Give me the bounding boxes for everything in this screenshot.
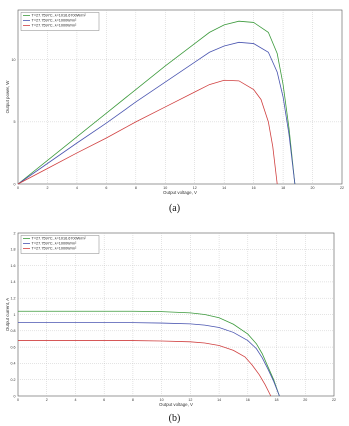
x-axis-label: Output voltage, V bbox=[163, 190, 197, 195]
legend-label-2: T=27.7597C, λ=1000W/m² bbox=[31, 241, 77, 246]
x-tick-label: 10 bbox=[159, 398, 164, 402]
legend-label-2: T=27.7597C, λ=1000W/m² bbox=[31, 18, 77, 23]
x-tick-label: 2 bbox=[46, 186, 49, 190]
y-tick-label: 1.6 bbox=[10, 263, 16, 268]
x-tick-label: 6 bbox=[105, 186, 108, 190]
x-tick-label: 14 bbox=[222, 186, 227, 190]
y-tick-label: 2 bbox=[13, 231, 16, 236]
y-tick-label: 0.6 bbox=[10, 345, 16, 350]
x-tick-label: 2 bbox=[45, 398, 48, 402]
x-tick-label: 4 bbox=[74, 398, 77, 402]
x-tick-label: 20 bbox=[310, 186, 315, 190]
x-tick-label: 16 bbox=[245, 398, 250, 402]
x-tick-label: 16 bbox=[251, 186, 256, 190]
y-tick-label: 1 bbox=[13, 312, 16, 317]
x-tick-label: 4 bbox=[75, 186, 78, 190]
legend-label-1: T=27.7597C, λ=1016.6700W/m² bbox=[31, 236, 86, 241]
legend-label-3: T=27.7597C, λ=1000W/m² bbox=[31, 246, 77, 251]
legend bbox=[21, 236, 99, 254]
plot-area bbox=[18, 10, 342, 184]
legend bbox=[21, 13, 99, 31]
y-axis-label: Output power, W bbox=[5, 80, 10, 114]
x-tick-label: 10 bbox=[163, 186, 168, 190]
y-tick-label: 1.8 bbox=[10, 247, 16, 252]
x-tick-label: 12 bbox=[192, 186, 197, 190]
x-tick-label: 20 bbox=[303, 398, 308, 402]
x-tick-label: 0 bbox=[17, 186, 19, 190]
y-tick-label: 5 bbox=[13, 120, 16, 125]
x-tick-label: 18 bbox=[281, 186, 286, 190]
current-voltage-chart bbox=[5, 231, 336, 424]
x-tick-label: 6 bbox=[103, 398, 106, 402]
y-tick-label: 0.4 bbox=[10, 361, 16, 366]
x-tick-label: 0 bbox=[17, 398, 19, 402]
y-tick-label: 10 bbox=[11, 58, 16, 63]
y-tick-label: 1.4 bbox=[10, 280, 16, 285]
figure-caption: (a) bbox=[168, 203, 181, 214]
x-tick-label: 18 bbox=[274, 398, 279, 402]
power-voltage-chart bbox=[5, 10, 344, 214]
y-tick-label: 0 bbox=[13, 182, 16, 187]
x-tick-label: 8 bbox=[131, 398, 134, 402]
figure-caption: (b) bbox=[168, 413, 181, 424]
x-axis-label: Output voltage, V bbox=[159, 402, 193, 407]
legend-label-1: T=27.7597C, λ=1016.6700W/m² bbox=[31, 13, 86, 18]
x-tick-label: 22 bbox=[340, 186, 344, 190]
x-tick-label: 12 bbox=[188, 398, 193, 402]
y-tick-label: 1.2 bbox=[10, 296, 16, 301]
y-axis-label: Output current, A bbox=[5, 297, 10, 332]
y-tick-label: 0 bbox=[13, 394, 16, 399]
legend-label-3: T=27.7597C, λ=1000W/m² bbox=[31, 23, 77, 28]
y-tick-label: 0.2 bbox=[10, 378, 16, 382]
x-tick-label: 14 bbox=[217, 398, 222, 402]
x-tick-label: 8 bbox=[134, 186, 137, 190]
x-tick-label: 22 bbox=[332, 398, 336, 402]
y-tick-label: 0.8 bbox=[10, 329, 16, 334]
